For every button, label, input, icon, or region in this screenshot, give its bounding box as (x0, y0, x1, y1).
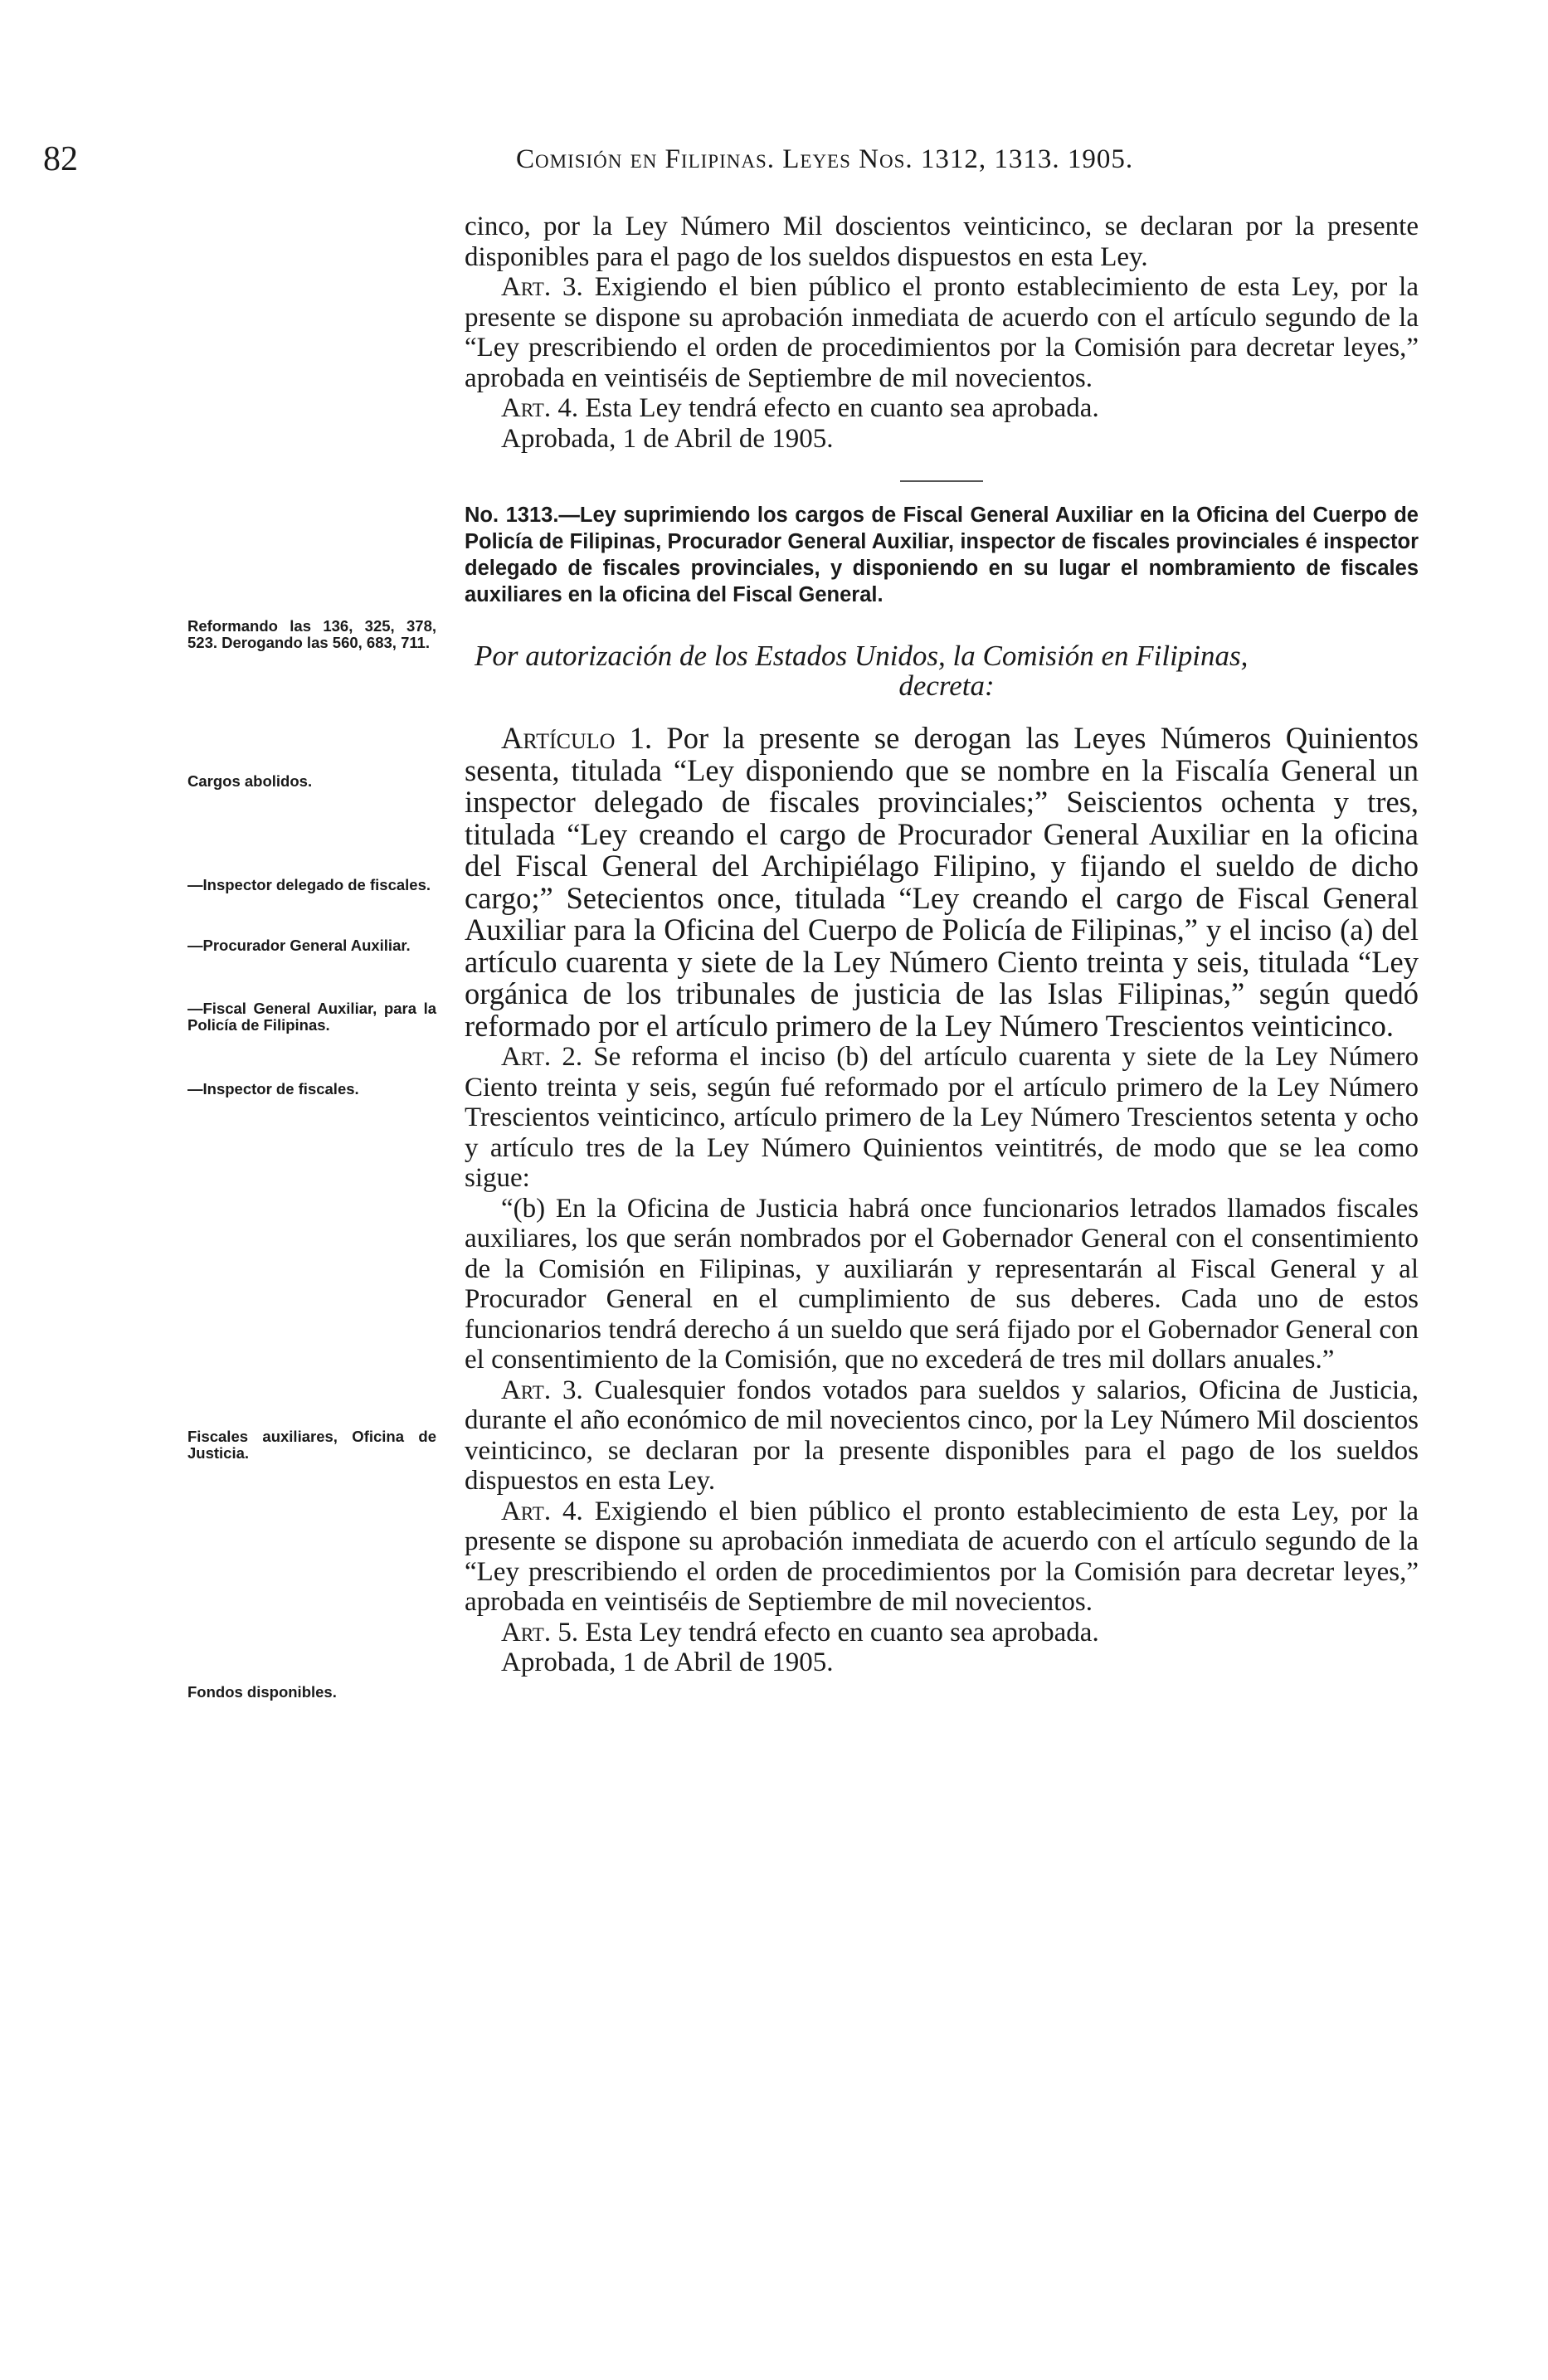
law-1313-art-1 (465, 723, 1419, 1042)
article-text: Esta Ley tendrá efecto en cuanto sea aprobada. (578, 1617, 1099, 1648)
article-label: Art. 3. (501, 1375, 583, 1405)
law-1313-art-4 (465, 1497, 1419, 1618)
margin-note-fiscal-general: —Fiscal General Auxiliar, para la Policía de Filipinas. (187, 1000, 436, 1034)
enacting-clause (465, 641, 1419, 701)
article-text: Cualesquier fondos votados para sueldos y salarios, Oficina de Justicia, durante el año económico de mil novecientos cinco, por la Ley Número Mil doscientos veinticinco, se declaran por la presente disponibles para el pago de los sueldos dispuestos en esta Ley. (465, 1375, 1419, 1496)
law-1312-fondos-continuation: cinco, por la Ley Número Mil doscientos veinticinco, se declaran por la presente disponibles para el pago de los sueldos dispuestos en esta Ley. (465, 212, 1419, 272)
article-text: Esta Ley tendrá efecto en cuanto sea aprobada. (578, 393, 1099, 423)
margin-note-inspector-fiscales: —Inspector de fiscales. (187, 1080, 359, 1098)
decree-verb: decreta: (898, 669, 995, 702)
article-text: Se reforma el inciso (b) del artículo cuarenta y siete de la Ley Número Ciento treinta y seis, según fué reformado por el artículo primero de la Ley Número Trescientos veinticinco, artículo primero de la Ley Número Trescientos setenta y ocho y artículo tres de la Ley Número Quinientos veintitrés, de modo que se lea como sigue: (465, 1042, 1419, 1193)
article-label: Art. 5. (501, 1617, 579, 1648)
article-text: Por la presente se derogan las Leyes Números Quinientos sesenta, titulada “Ley disponiendo que se nombre en la Fiscalía General un inspector delegado de fiscales provinciales;” Seiscientos ochenta y tres, titulada “Ley creando el cargo de Procurador General Auxiliar en la oficina del Fiscal General del Archipiélago Filipino, y fijando el sueldo de dicho cargo;” Setecientos once, titulada “Ley creando el cargo de Fiscal General Auxiliar para la Oficina del Cuerpo de Policía de Filipinas,” y el inciso (a) del artículo cuarenta y siete de la Ley Número Ciento treinta y seis, titulada “Ley orgánica de los tribunales de justicia de las Islas Filipinas,” según quedó reformado por el artículo primero de la Ley Número Trescientos veinticinco. (465, 721, 1419, 1043)
margin-note-fondos: Fondos disponibles. (187, 1683, 337, 1701)
article-text: Exigiendo el bien público el pronto establecimiento de esta Ley, por la presente se dispone su aprobación inmediata de acuerdo con el artículo segundo de la “Ley prescribiendo el orden de procedimientos por la Comisión para decretar leyes,” aprobada en veintiséis de Septiembre de mil novecientos. (465, 1496, 1419, 1617)
margin-note-reform: Reformando las 136, 325, 378, 523. Derogando las 560, 683, 711. (187, 617, 436, 651)
law-1313-art-5 (465, 1618, 1419, 1648)
article-label: Art. 3. (501, 272, 583, 302)
article-label: Art. 2. (501, 1042, 583, 1072)
law-1313-approval: Aprobada, 1 de Abril de 1905. (501, 1648, 834, 1677)
law-1313-art-3 (465, 1375, 1419, 1497)
running-head: Comisión en Filipinas. Leyes Nos. 1312, 1313. 1905. (516, 144, 1134, 174)
law-1312-art-3 (465, 272, 1419, 393)
law-1313-art-2 (465, 1042, 1419, 1194)
margin-note-abolished: Cargos abolidos. (187, 772, 313, 790)
article-label: Art. 4. (501, 1496, 583, 1526)
law-1313-amended-clause: “(b) En la Oficina de Justicia habrá once funcionarios letrados llamados fiscales auxiliares, los que serán nombrados por el Gobernador General con el consentimiento de la Comisión en Filipinas, y auxiliarán y representarán al Fiscal General y al Procurador General en el cumplimiento de sus deberes. Cada uno de estos funcionarios tendrá derecho á un sueldo que será fijado por el Gobernador General con el consentimiento de la Comisión, que no excederá de tres mil dollars anuales.” (465, 1193, 1419, 1375)
page-number: 82 (43, 140, 78, 178)
enacting-clause-text: Por autorización de los Estados Unidos, la Comisión en Filipinas, (475, 640, 1249, 672)
law-1312-art-4 (465, 393, 1419, 424)
law-1312-approval: Aprobada, 1 de Abril de 1905. (501, 423, 834, 454)
margin-note-fiscales-auxiliares: Fiscales auxiliares, Oficina de Justicia. (187, 1428, 436, 1462)
main-text-column (465, 212, 1419, 1678)
article-label: Artículo 1. (501, 721, 653, 755)
article-label: Art. 4. (501, 393, 579, 423)
margin-note-inspector-delegado: —Inspector delegado de fiscales. (187, 876, 431, 893)
margin-note-procurador: —Procurador General Auxiliar. (187, 937, 411, 954)
law-1313-title: No. 1313.—Ley suprimiendo los cargos de Fiscal General Auxiliar en la Oficina del Cuerpo de Policía de Filipinas, Procurador General Auxiliar, inspector de fiscales provinciales é inspector delegado de fiscales provinciales, y disponiendo en su lugar el nombramiento de fiscales auxiliares en la oficina del Fiscal General. (465, 504, 1419, 606)
page-header (0, 139, 1548, 189)
section-divider (900, 480, 983, 482)
article-text: Exigiendo el bien público el pronto establecimiento de esta Ley, por la presente se dispone su aprobación inmediata de acuerdo con el artículo segundo de la “Ley prescribiendo el orden de procedimientos por la Comisión para decretar leyes,” aprobada en veintiséis de Septiembre de mil novecientos. (465, 272, 1419, 393)
